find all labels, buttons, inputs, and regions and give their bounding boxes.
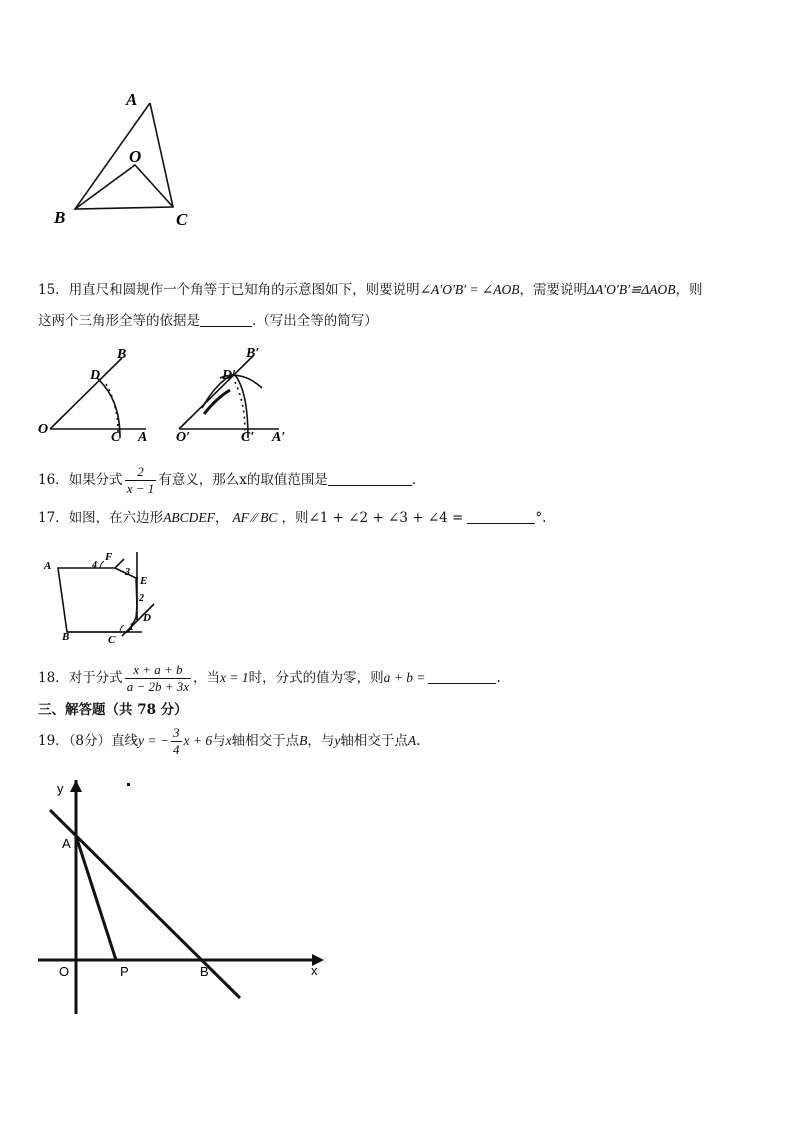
label-O-prime: O′ bbox=[176, 430, 191, 445]
label-C: C bbox=[176, 210, 188, 229]
label-O: O bbox=[38, 422, 49, 437]
q19-text2: 与 bbox=[212, 733, 226, 749]
label-O: O bbox=[59, 964, 70, 979]
label-B: B bbox=[62, 631, 70, 643]
label-B: B bbox=[200, 964, 209, 979]
label-D: D bbox=[90, 368, 101, 383]
q15-text5: .（写出全等的简写） bbox=[252, 313, 378, 329]
label-angle-2: 2 bbox=[139, 593, 144, 604]
q16-fraction-numerator: 2 bbox=[125, 464, 157, 481]
label-C: C bbox=[108, 634, 116, 646]
q16-text1: 如果分式 bbox=[68, 472, 123, 488]
q16-text2: 有意义，那么x的取值范围是 bbox=[158, 472, 328, 488]
q15-math1: ∠A′O′B′ = ∠AOB bbox=[419, 282, 520, 297]
q16-answer-blank[interactable] bbox=[328, 471, 412, 486]
q18-fraction-numerator: x + a + b bbox=[125, 662, 191, 679]
q18-math2: a + b = bbox=[383, 670, 426, 685]
label-B: B bbox=[54, 208, 66, 227]
q15-line1 bbox=[38, 280, 703, 300]
q18-number: 18． bbox=[38, 670, 69, 686]
q18-fraction bbox=[125, 662, 191, 695]
q16-line bbox=[38, 462, 416, 498]
q17-text4: °. bbox=[535, 510, 547, 526]
angle-arc-4 bbox=[100, 561, 104, 568]
q15-line2 bbox=[38, 311, 378, 331]
label-angle-3: 3 bbox=[125, 567, 130, 578]
label-A: A bbox=[62, 836, 71, 851]
q19-number: 19． bbox=[38, 733, 69, 749]
q15-math2: ΔA′O′B′≌ΔAOB bbox=[587, 282, 676, 297]
label-D-prime: D′ bbox=[222, 368, 237, 383]
q19-text5: 轴相交于点 bbox=[340, 733, 408, 749]
q19-text1: （8分）直线 bbox=[68, 733, 139, 749]
q15-text1: 用直尺和圆规作一个角等于已知角的示意图如下，则要说明 bbox=[68, 282, 420, 298]
q18-text3: 时，分式的值为零，则 bbox=[248, 670, 384, 686]
line-AB bbox=[50, 810, 240, 998]
label-P: P bbox=[120, 964, 129, 979]
label-E: E bbox=[140, 575, 148, 587]
q16-number: 16． bbox=[38, 472, 69, 488]
label-O: O bbox=[129, 147, 142, 166]
q19-text4: ，与 bbox=[307, 733, 335, 749]
q15-text3: ，则 bbox=[675, 282, 703, 298]
hexagon-figure bbox=[38, 548, 168, 648]
q18-fraction-denominator: a − 2b + 3x bbox=[126, 679, 190, 694]
label-A-prime: A′ bbox=[272, 430, 286, 445]
q19-math4: B bbox=[299, 733, 308, 748]
q19-fraction-numerator: 3 bbox=[173, 725, 180, 740]
q19-fraction bbox=[171, 725, 182, 758]
q19-math6: A bbox=[407, 733, 417, 748]
label-A: A bbox=[138, 430, 148, 445]
label-x: x bbox=[311, 963, 318, 978]
q17-number: 17． bbox=[38, 510, 69, 526]
q19-text3: 轴相交于点 bbox=[231, 733, 300, 749]
label-F: F bbox=[105, 551, 113, 563]
q19-math1: y = − bbox=[138, 733, 169, 748]
q15-number: 15． bbox=[38, 282, 69, 298]
q18-text4: . bbox=[496, 670, 501, 686]
q17-math1: ABCDEF bbox=[163, 510, 215, 525]
q18-math1: x = 1 bbox=[220, 670, 249, 685]
q19-text6: . bbox=[416, 733, 421, 749]
q19-math5: y bbox=[334, 733, 341, 748]
q19-fraction-denominator: 4 bbox=[173, 742, 180, 757]
stray-dot bbox=[127, 783, 130, 786]
q18-text2: ，当 bbox=[193, 670, 221, 686]
q19-math3: x bbox=[225, 733, 232, 748]
label-B-prime: B′ bbox=[246, 346, 260, 361]
ray-OB bbox=[50, 358, 122, 429]
arc-thick bbox=[204, 390, 230, 414]
q19-line bbox=[38, 722, 420, 760]
q16-fraction bbox=[125, 464, 157, 497]
q15-text4: 这两个三角形全等的依据是 bbox=[38, 313, 200, 329]
q15-answer-blank[interactable] bbox=[200, 312, 252, 327]
q17-text2: ， bbox=[214, 510, 229, 526]
angle-construction-figure bbox=[34, 340, 304, 450]
coordinate-figure bbox=[36, 776, 336, 1021]
arc-C2D2-dots bbox=[235, 382, 245, 432]
section3-heading: 三、解答题（共 78 分） bbox=[38, 702, 188, 718]
q15-text2: ，需要说明 bbox=[519, 282, 588, 298]
q19-math2: x + 6 bbox=[183, 733, 213, 748]
angle-arc-1 bbox=[120, 625, 124, 632]
q17-answer-blank[interactable] bbox=[467, 509, 535, 524]
q17-text3: ，则∠1 + ∠2 + ∠3 + ∠4 = bbox=[281, 510, 464, 526]
label-D: D bbox=[143, 612, 151, 624]
q18-text1: 对于分式 bbox=[68, 670, 123, 686]
q18-line bbox=[38, 660, 501, 696]
label-angle-1: 1 bbox=[129, 622, 134, 633]
label-B: B bbox=[117, 347, 127, 362]
q18-answer-blank[interactable] bbox=[428, 669, 496, 684]
q17-line bbox=[38, 508, 546, 528]
label-A: A bbox=[126, 90, 138, 109]
ext-line-AF bbox=[115, 559, 124, 568]
q16-fraction-denominator: x − 1 bbox=[126, 481, 155, 496]
q17-math2: AF ⁄⁄ BC bbox=[232, 510, 278, 525]
label-y: y bbox=[57, 781, 64, 796]
y-axis-arrow bbox=[70, 780, 82, 792]
label-angle-4: 4 bbox=[92, 560, 97, 571]
q17-text1: 如图，在六边形 bbox=[68, 510, 164, 526]
triangle-outline bbox=[75, 103, 173, 209]
triangle-figure bbox=[40, 85, 210, 235]
q16-text3: . bbox=[411, 472, 417, 488]
label-C-prime: C′ bbox=[241, 430, 255, 445]
label-A: A bbox=[44, 560, 52, 572]
label-C: C bbox=[111, 430, 121, 445]
